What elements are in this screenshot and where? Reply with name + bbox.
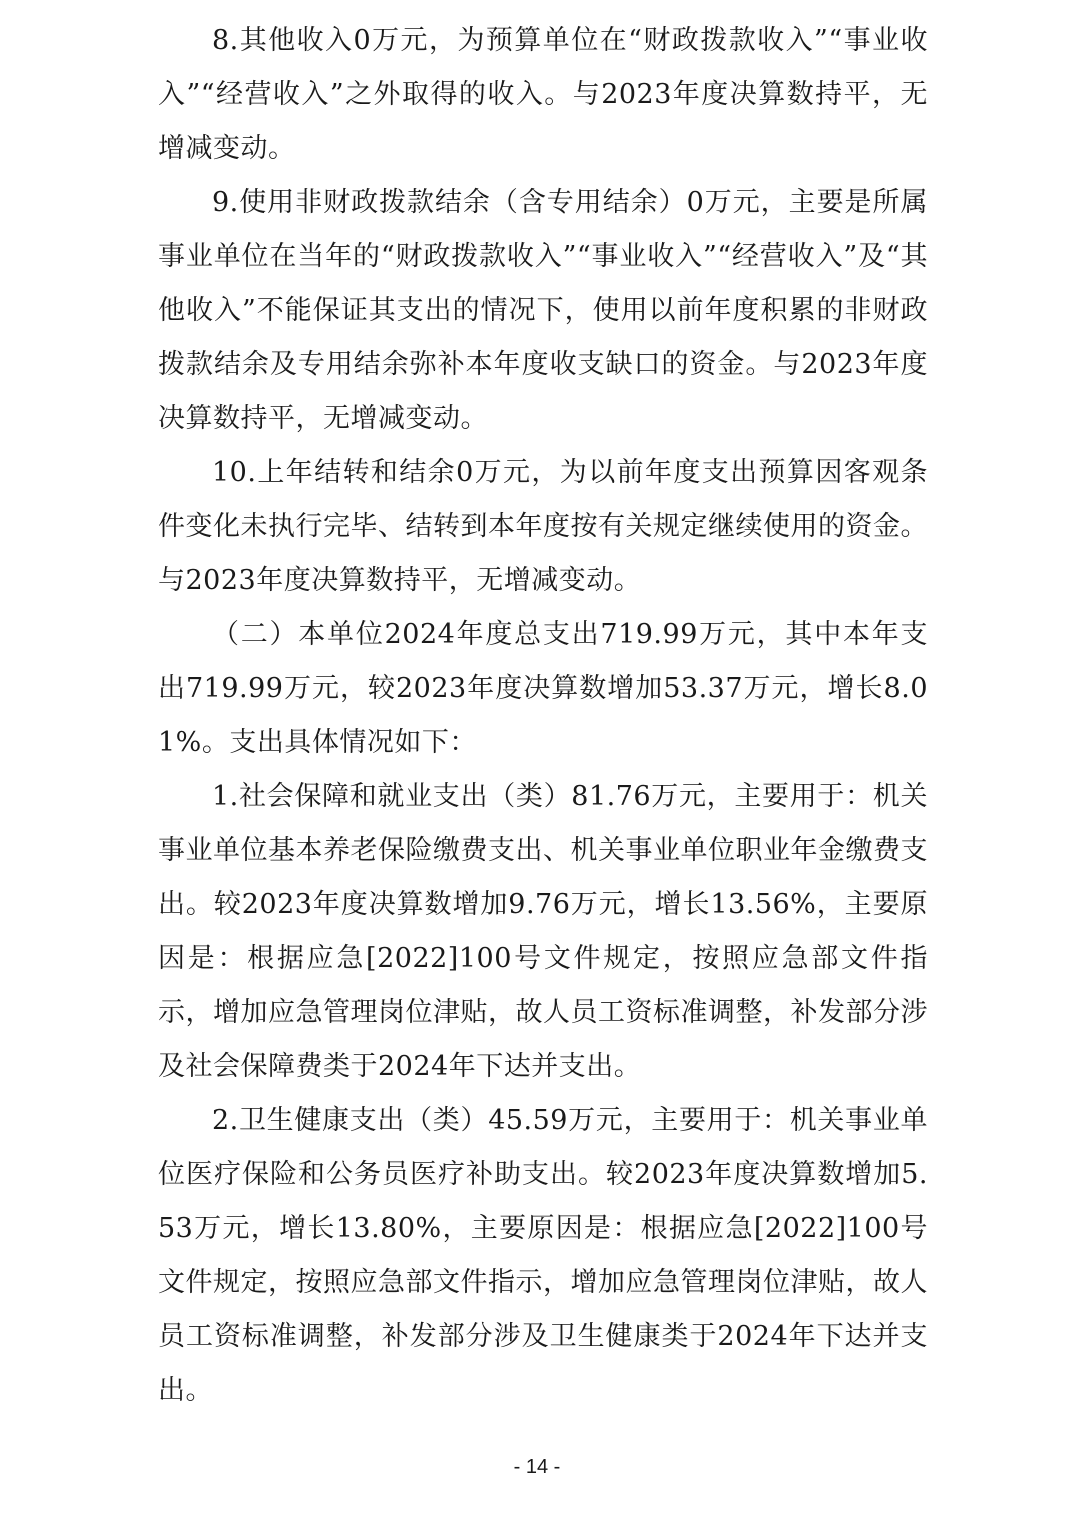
paragraph-other-income: 8.其他收入0万元，为预算单位在“财政拨款收入”“事业收入”“经营收入”之外取得的收入。与2023年度决算数持平，无增减变动。 (158, 25, 928, 164)
paragraph-carryover: 10.上年结转和结余0万元，为以前年度支出预算因客观条件变化未执行完毕、结转到本年度按有关规定继续使用的资金。与2023年度决算数持平，无增减变动。 (158, 457, 928, 596)
paragraph-non-fiscal-balance: 9.使用非财政拨款结余（含专用结余）0万元，主要是所属事业单位在当年的“财政拨款收入”“事业收入”“经营收入”及“其他收入”不能保证其支出的情况下，使用以前年度积累的非财政拨款结余及专用结余弥补本年度收支缺口的资金。与2023年度决算数持平，无增减变动。 (158, 187, 928, 434)
page-number: - 14 - (513, 1456, 561, 1478)
paragraph-social-security: 1.社会保障和就业支出（类）81.76万元，主要用于：机关事业单位基本养老保险缴费支出、机关事业单位职业年金缴费支出。较2023年度决算数增加9.76万元，增长13.56%，主要原因是：根据应急[2022]100号文件规定，按照应急部文件指示，增加应急管理岗位津贴，故人员工资标准调整，补发部分涉及社会保障费类于2024年下达并支出。 (158, 781, 928, 1082)
paragraph-total-expenditure: （二）本单位2024年度总支出719.99万元，其中本年支出719.99万元，较2023年度决算数增加53.37万元，增长8.01%。支出具体情况如下： (158, 619, 928, 758)
document-body (158, 14, 928, 1418)
paragraph-health: 2.卫生健康支出（类）45.59万元，主要用于：机关事业单位医疗保险和公务员医疗补助支出。较2023年度决算数增加5.53万元，增长13.80%，主要原因是：根据应急[2022]100号文件规定，按照应急部文件指示，增加应急管理岗位津贴，故人员工资标准调整，补发部分涉及卫生健康类于2024年下达并支出。 (158, 1105, 928, 1406)
